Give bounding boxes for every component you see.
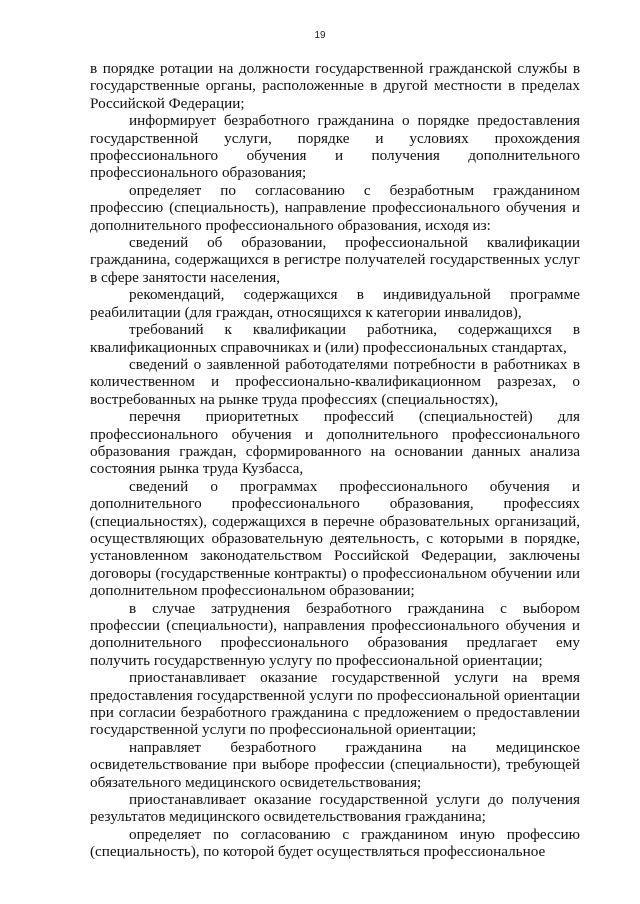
paragraph: в случае затруднения безработного гражданина с выбором профессии (специальности), направления профессионального обучения и дополнительного профессионального образования предлагает ему получить государственную услугу по профессиональной ориентации; xyxy=(90,599,580,669)
paragraph: требований к квалификации работника, содержащихся в квалификационных справочниках и (или) профессиональных стандартах, xyxy=(90,321,580,356)
paragraph: сведений о программах профессионального обучения и дополнительного профессионального образования, профессиях (специальностях), содержащихся в перечне образовательных организаций, осуществляющих образовательную деятельность, с которыми в порядке, установленном законодательством Российской Федерации, заключены договоры (государственные контракты) о профессиональном обучении или дополнительном профессиональном образовании; xyxy=(90,477,580,600)
paragraph: в порядке ротации на должности государственной гражданской службы в государственные органы, расположенные в другой местности в пределах Российской Федерации; xyxy=(90,60,580,112)
paragraph: приостанавливает оказание государственной услуги до получения результатов медицинского освидетельствования гражданина; xyxy=(90,791,580,826)
paragraph: направляет безработного гражданина на медицинское освидетельствование при выборе профессии (специальности), требующей обязательного медицинского освидетельствования; xyxy=(90,738,580,791)
paragraph: приостанавливает оказание государственной услуги на время предоставления государственной услуги по профессиональной ориентации при согласии безработного гражданина с предложением о предоставлении государственной услуги по профессиональной ориентации; xyxy=(90,669,580,739)
paragraph: информирует безработного гражданина о порядке предоставления государственной услуги, порядке и условиях прохождения профессионального обучения и получения дополнительного профессионального образования; xyxy=(90,112,580,182)
paragraph: определяет по согласованию с гражданином иную профессию (специальность), по которой будет осуществляться профессиональное xyxy=(90,825,580,861)
paragraph: перечня приоритетных профессий (специальностей) для профессионального обучения и дополнительного профессионального образования граждан, сформированного на основании данных анализа состояния рынка труда Кузбасса, xyxy=(90,408,580,478)
page-number: 19 xyxy=(314,30,326,41)
paragraph: сведений об образовании, профессиональной квалификации гражданина, содержащихся в регистре получателей государственных услуг в сфере занятости населения, xyxy=(90,234,580,286)
paragraph: определяет по согласованию с безработным гражданином профессию (специальность), направление профессионального обучения и дополнительного профессионального образования, исходя из: xyxy=(90,181,580,234)
paragraph: рекомендаций, содержащихся в индивидуальной программе реабилитации (для граждан, относящихся к категории инвалидов), xyxy=(90,286,580,321)
paragraph: сведений о заявленной работодателями потребности в работниках в количественном и профессионально-квалификационном разрезах, о востребованных на рынке труда профессиях (специальностях), xyxy=(90,355,580,408)
document-body xyxy=(90,60,580,861)
